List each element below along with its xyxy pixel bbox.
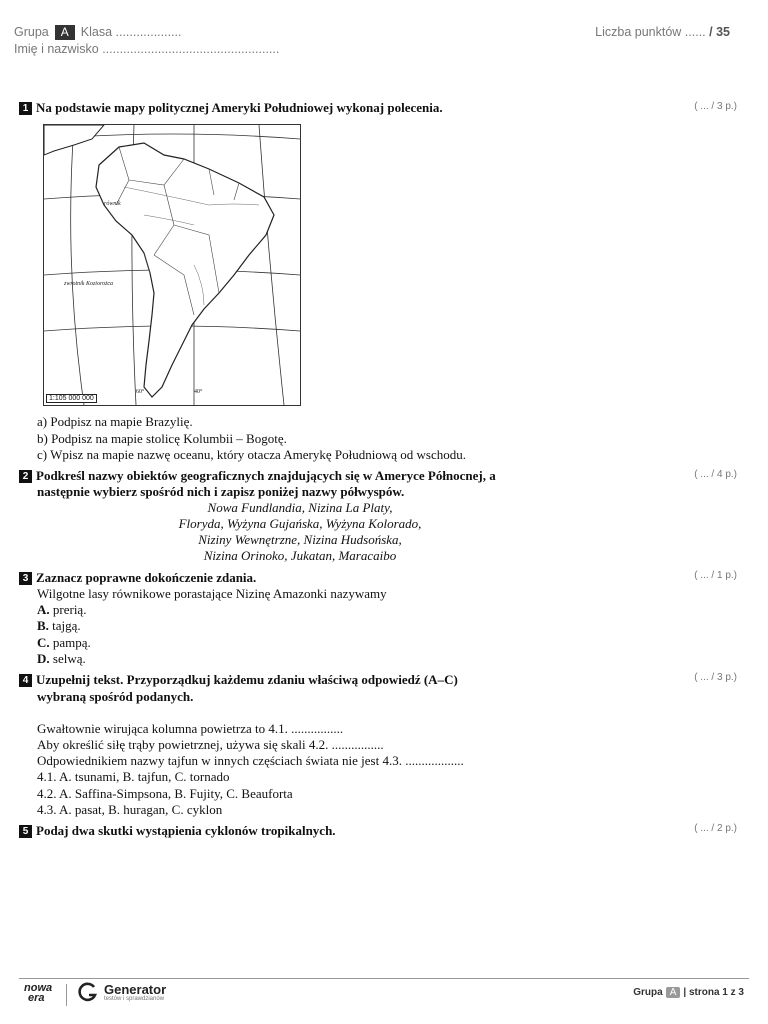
question-3-title: [19, 570, 256, 586]
question-3-points: ( ... / 1 p.): [694, 570, 737, 581]
question-number: 4: [19, 674, 32, 687]
generator-title: Generator: [104, 982, 167, 997]
footer-page-info: [633, 987, 744, 998]
map-drawing: [44, 125, 300, 405]
q3-option-c[interactable]: [37, 635, 91, 651]
generator-logo-icon: [78, 982, 98, 1002]
q3-stem: Wilgotne lasy równikowe porastające Nizinę Amazonki nazywamy: [37, 586, 387, 601]
longitude-label: 60°: [136, 389, 145, 395]
class-field: Klasa ...................: [80, 25, 182, 39]
q4-options-3: 4.3. A. pasat, B. huragan, C. cyklon: [37, 802, 223, 817]
question-text: Uzupełnij tekst. Przyporządkuj każdemu zdaniu właściwą odpowiedź (A–C): [36, 672, 458, 687]
points-total: / 35: [709, 25, 730, 39]
footer-group-label: Grupa: [633, 987, 663, 998]
question-2-title: [19, 468, 496, 484]
logo-separator: [66, 984, 67, 1006]
question-4-title: [19, 672, 458, 688]
q2-list-line: Niziny Wewnętrzne, Nizina Hudsońska,: [198, 532, 402, 547]
footer-page-number: | strona 1 z 3: [683, 987, 744, 998]
q4-sentence-3: Odpowiednikiem nazwy tajfun w innych częściach świata nie jest 4.3. ..................: [37, 753, 464, 768]
option-text: selwą.: [49, 651, 86, 666]
question-1-points: ( ... / 3 p.): [694, 101, 737, 112]
points-field: [595, 25, 730, 39]
q2-list-line: Nizina Orinoko, Jukatan, Maracaibo: [203, 548, 397, 563]
longitude-label-2: 40°: [194, 389, 203, 395]
points-label: Liczba punktów ......: [595, 25, 706, 39]
group-label: Grupa: [14, 25, 49, 39]
question-number: 3: [19, 572, 32, 585]
option-letter: C.: [37, 635, 50, 650]
q1-task-b: b) Podpisz na mapie stolicę Kolumbii – Bogotę.: [37, 431, 287, 446]
question-number: 2: [19, 470, 32, 483]
question-number: 1: [19, 102, 32, 115]
question-text: Zaznacz poprawne dokończenie zdania.: [36, 570, 257, 585]
question-4-points: ( ... / 3 p.): [694, 672, 737, 683]
question-1-title: [19, 100, 443, 116]
question-text: Na podstawie mapy politycznej Ameryki Południowej wykonaj polecenia.: [36, 100, 443, 115]
footer-divider: [19, 978, 749, 979]
question-5-points: ( ... / 2 p.): [694, 823, 737, 834]
q3-option-b[interactable]: [37, 618, 81, 634]
option-text: tajgą.: [48, 618, 81, 633]
q1-task-a: a) Podpisz na mapie Brazylię.: [37, 414, 193, 429]
logo-text-top: nowa: [24, 982, 53, 994]
question-text: Podkreśl nazwy obiektów geograficznych znajdujących się w Ameryce Północnej, a: [36, 468, 496, 483]
south-america-map: [43, 124, 301, 406]
q3-option-d[interactable]: [37, 651, 86, 667]
q4-options-2: 4.2. A. Saffina-Simpsona, B. Fujity, C. Beauforta: [37, 786, 293, 801]
q1-task-c: c) Wpisz na mapie nazwę oceanu, który otacza Amerykę Południową od wschodu.: [37, 447, 466, 462]
tropic-label: zwrotnik Koziorożca: [64, 281, 114, 287]
option-letter: B.: [37, 618, 49, 633]
option-letter: D.: [37, 651, 50, 666]
q4-options-1: 4.1. A. tsunami, B. tajfun, C. tornado: [37, 769, 230, 784]
q3-option-a[interactable]: [37, 602, 86, 618]
map-scale: 1:105 000 000: [46, 394, 97, 403]
header-group: [14, 25, 182, 40]
question-5-title: [19, 823, 336, 839]
footer-group-badge: A: [666, 987, 681, 998]
question-text: Podaj dwa skutki wystąpienia cyklonów tropikalnych.: [36, 823, 336, 838]
option-text: pampą.: [49, 635, 91, 650]
logo-text-bottom: era: [28, 992, 45, 1004]
q2-list-line: Floryda, Wyżyna Gujańska, Wyżyna Kolorado,: [178, 516, 422, 531]
question-4-title-cont: wybraną spośród podanych.: [37, 689, 194, 704]
q4-sentence-1: Gwałtownie wirująca kolumna powietrza to 4.1. ................: [37, 721, 344, 736]
name-field: Imię i nazwisko ...................................................: [14, 42, 280, 56]
q2-list-line: Nowa Fundlandia, Nizina La Platy,: [207, 500, 393, 515]
generator-subtitle: testów i sprawdzianów: [104, 996, 165, 1002]
equator-label: równik: [104, 201, 121, 207]
option-text: prerią.: [49, 602, 87, 617]
nowa-era-logo: [24, 983, 52, 1003]
question-2-points: ( ... / 4 p.): [694, 469, 737, 480]
group-badge: A: [55, 25, 75, 40]
question-2-title-cont: następnie wybierz spośród nich i zapisz poniżej nazwy półwyspów.: [37, 484, 405, 499]
option-letter: A.: [37, 602, 50, 617]
q4-sentence-2: Aby określić siłę trąby powietrznej, używa się skali 4.2. ................: [37, 737, 384, 752]
question-number: 5: [19, 825, 32, 838]
